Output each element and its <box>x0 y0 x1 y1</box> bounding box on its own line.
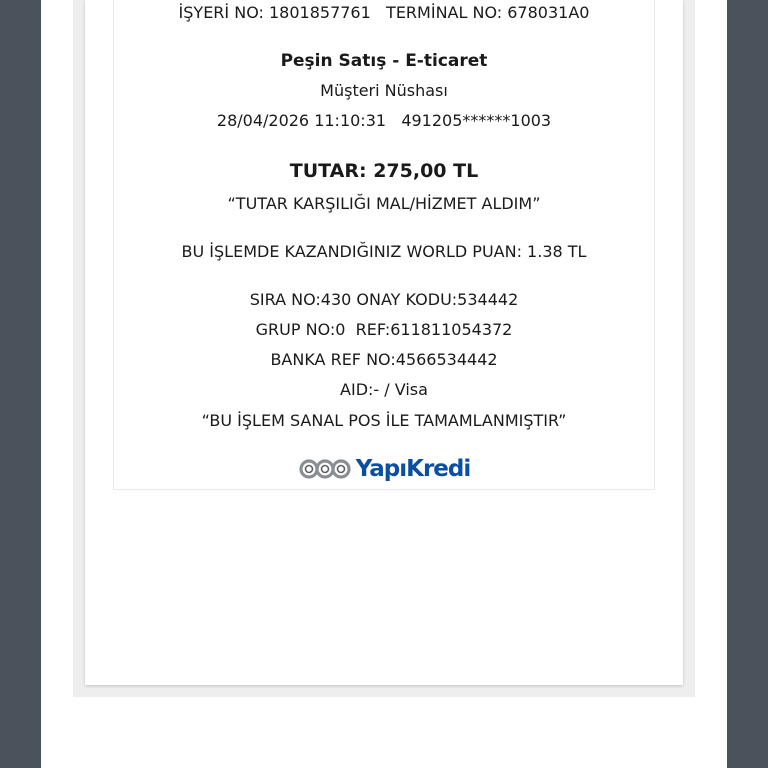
sequence-approval-line: SIRA NO:430 ONAY KODU:534442 <box>249 290 519 309</box>
world-points-line: BU İŞLEMDE KAZANDIĞINIZ WORLD PUAN: 1.38 TL <box>181 242 587 261</box>
yapikredi-logo-icon <box>298 456 352 482</box>
document-frame <box>73 0 695 697</box>
receipt-slip <box>113 0 655 490</box>
receipt-page <box>85 0 683 685</box>
document-viewport[interactable] <box>41 0 727 768</box>
bank-logo-text: YapıKredi <box>355 456 471 482</box>
transaction-type: Peşin Satış - E-ticaret <box>280 51 488 71</box>
amount-total: TUTAR: 275,00 TL <box>289 160 479 182</box>
bank-logo <box>114 452 654 486</box>
group-ref-line: GRUP NO:0 REF:611811054372 <box>255 320 513 339</box>
copy-label: Müşteri Nüshası <box>320 81 448 100</box>
aid-line: AID:- / Visa <box>340 380 428 399</box>
merchant-terminal-line: İŞYERİ NO: 1801857761 TERMİNAL NO: 678031A0 <box>178 3 590 22</box>
goods-received-statement: “TUTAR KARŞILIĞI MAL/HİZMET ALDIM” <box>227 194 541 213</box>
virtual-pos-note: “BU İŞLEM SANAL POS İLE TAMAMLANMIŞTIR” <box>201 411 567 430</box>
bank-ref-line: BANKA REF NO:4566534442 <box>270 350 498 369</box>
datetime-card-line: 28/04/2026 11:10:31 491205******1003 <box>216 111 552 130</box>
